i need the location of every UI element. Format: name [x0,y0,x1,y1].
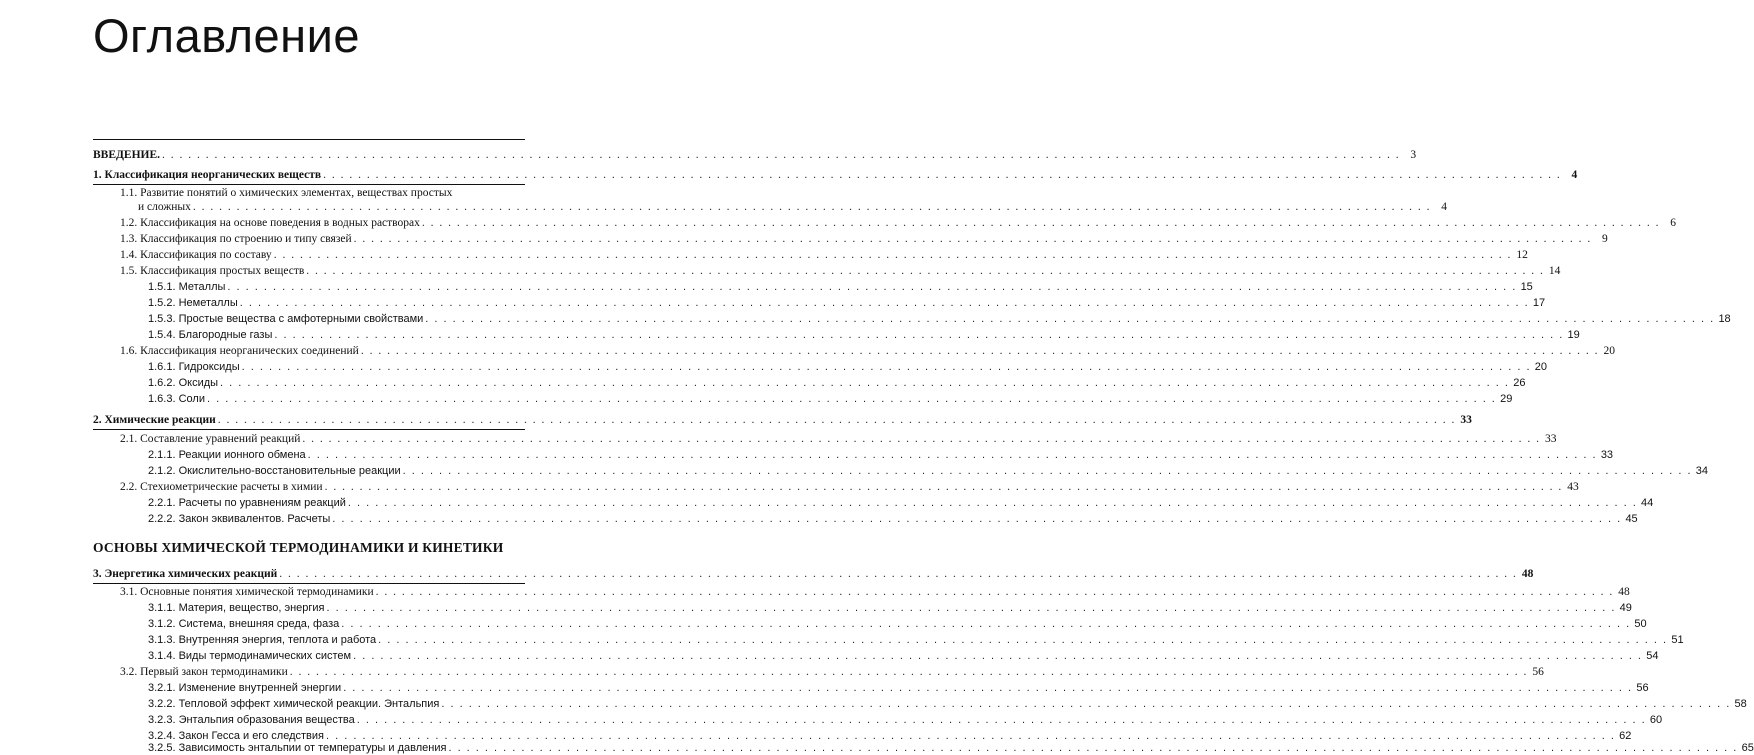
leader-dots [332,512,1621,526]
toc-entry-1-5-1[interactable]: 1.5.1. Металлы . . . 15 [148,280,525,294]
toc-entry-1-5[interactable]: 1.5. Классификация простых веществ . . . 14 [120,264,525,278]
leader-dots [242,360,1531,374]
leader-dots [448,741,1737,755]
leader-dots [274,328,1563,342]
chapter-rule [93,429,525,430]
toc-entry-2-2-2[interactable]: 2.2.2. Закон эквивалентов. Расчеты . . . 45 [148,512,525,526]
leader-dots [403,464,1692,478]
leader-dots [353,649,1642,663]
toc-entry-1-1-line1[interactable]: 1.1. Развитие понятий о химических элементах, веществах простых [120,187,453,199]
leader-dots [361,344,1599,358]
leader-dots [327,601,1616,615]
leader-dots [290,665,1528,679]
toc-entry-2-2-1[interactable]: 2.2.1. Расчеты по уравнениям реакций . . . 44 [148,496,525,510]
toc-entry-chapter-2[interactable]: 2. Химические реакции . . . 33 [93,413,525,427]
leader-dots [302,432,1540,446]
toc-entry-3-1-1[interactable]: 3.1.1. Материя, вещество, энергия . . . 49 [148,601,525,615]
toc-entry-1-5-3[interactable]: 1.5.3. Простые вещества с амфотерными свойствами . . . 18 [148,312,525,326]
toc-entry-3-1-3[interactable]: 3.1.3. Внутренняя энергия, теплота и работа . . . 51 [148,633,525,647]
leader-dots [323,168,1561,182]
leader-dots [378,633,1667,647]
leader-dots [325,480,1563,494]
toc-entry-3-2-5[interactable]: 3.2.5. Зависимость энтальпии от температуры и давления . . . 65 [148,741,525,750]
toc-entry-1-5-2[interactable]: 1.5.2. Неметаллы . . . 17 [148,296,525,310]
toc-entry-3-1-2[interactable]: 3.1.2. Система, внешняя среда, фаза . . . 50 [148,617,525,631]
chapter-rule [93,583,525,584]
toc-entry-2-1-1[interactable]: 2.1.1. Реакции ионного обмена . . . 33 [148,448,525,462]
leader-dots [354,232,1592,246]
toc-entry-3-2-4[interactable]: 3.2.4. Закон Гесса и его следствия . . . 62 [148,729,525,743]
leader-dots [207,392,1496,406]
leader-dots [220,376,1509,390]
leader-dots [240,296,1529,310]
toc-entry-1-5-4[interactable]: 1.5.4. Благородные газы . . . 19 [148,328,525,342]
top-rule [93,139,525,140]
leader-dots [425,312,1714,326]
leader-dots [422,216,1660,230]
toc-entry-1-6-3[interactable]: 1.6.3. Соли . . . 29 [148,392,525,406]
section-heading: ОСНОВЫ ХИМИЧЕСКОЙ ТЕРМОДИНАМИКИ И КИНЕТИКИ [93,540,504,555]
toc-entry-1-4[interactable]: 1.4. Классификация по составу . . . 12 [120,248,525,262]
toc-entry-3-2[interactable]: 3.2. Первый закон термодинамики . . . 56 [120,665,525,679]
leader-dots [357,713,1646,727]
toc-entry-3-1-4[interactable]: 3.1.4. Виды термодинамических систем . . . 54 [148,649,525,663]
toc-entry-1-3[interactable]: 1.3. Классификация по строению и типу связей . . . 9 [120,232,525,246]
leader-dots [306,264,1544,278]
page-title: Оглавление [93,9,361,62]
leader-dots [376,585,1614,599]
toc-entry-3-2-2[interactable]: 3.2.2. Тепловой эффект химической реакции. Энтальпия . . . 58 [148,697,525,711]
toc-entry-3-2-3[interactable]: 3.2.3. Энтальпия образования вещества . . . 60 [148,713,525,727]
leader-dots [343,681,1632,695]
toc-entry-1-2[interactable]: 1.2. Классификация на основе поведения в водных растворах . . . 6 [120,216,525,230]
leader-dots [218,413,1456,427]
leader-dots [162,148,1400,162]
toc-entry-3-2-1[interactable]: 3.2.1. Изменение внутренней энергии . . . 56 [148,681,525,695]
toc-entry-1-1[interactable]: и сложных . . . 4 [138,200,525,214]
toc-entry-1-6[interactable]: 1.6. Классификация неорганических соединений . . . 20 [120,344,525,358]
toc-entry-1-6-1[interactable]: 1.6.1. Гидроксиды . . . 20 [148,360,525,374]
leader-dots [441,697,1730,711]
leader-dots [348,496,1637,510]
chapter-rule [93,184,525,185]
toc-entry-2-1[interactable]: 2.1. Составление уравнений реакций . . . 33 [120,432,525,446]
toc-entry-intro[interactable]: ВВЕДЕНИЕ. . . . 3 [93,148,525,162]
toc-entry-2-1-2[interactable]: 2.1.2. Окислительно-восстановительные реакции . . . 34 [148,464,525,478]
leader-dots [227,280,1516,294]
leader-dots [274,248,1512,262]
toc-entry-3-1[interactable]: 3.1. Основные понятия химической термодинамики . . . 48 [120,585,525,599]
toc-entry-chapter-1[interactable]: 1. Классификация неорганических веществ . . . 4 [93,168,525,182]
leader-dots [308,448,1597,462]
leader-dots [193,200,1431,214]
toc-entry-chapter-3[interactable]: 3. Энергетика химических реакций . . . 48 [93,567,525,581]
leader-dots [341,617,1630,631]
toc-entry-2-2[interactable]: 2.2. Стехиометрические расчеты в химии . . . 43 [120,480,525,494]
toc-entry-1-6-2[interactable]: 1.6.2. Оксиды . . . 26 [148,376,525,390]
leader-dots [279,567,1517,581]
